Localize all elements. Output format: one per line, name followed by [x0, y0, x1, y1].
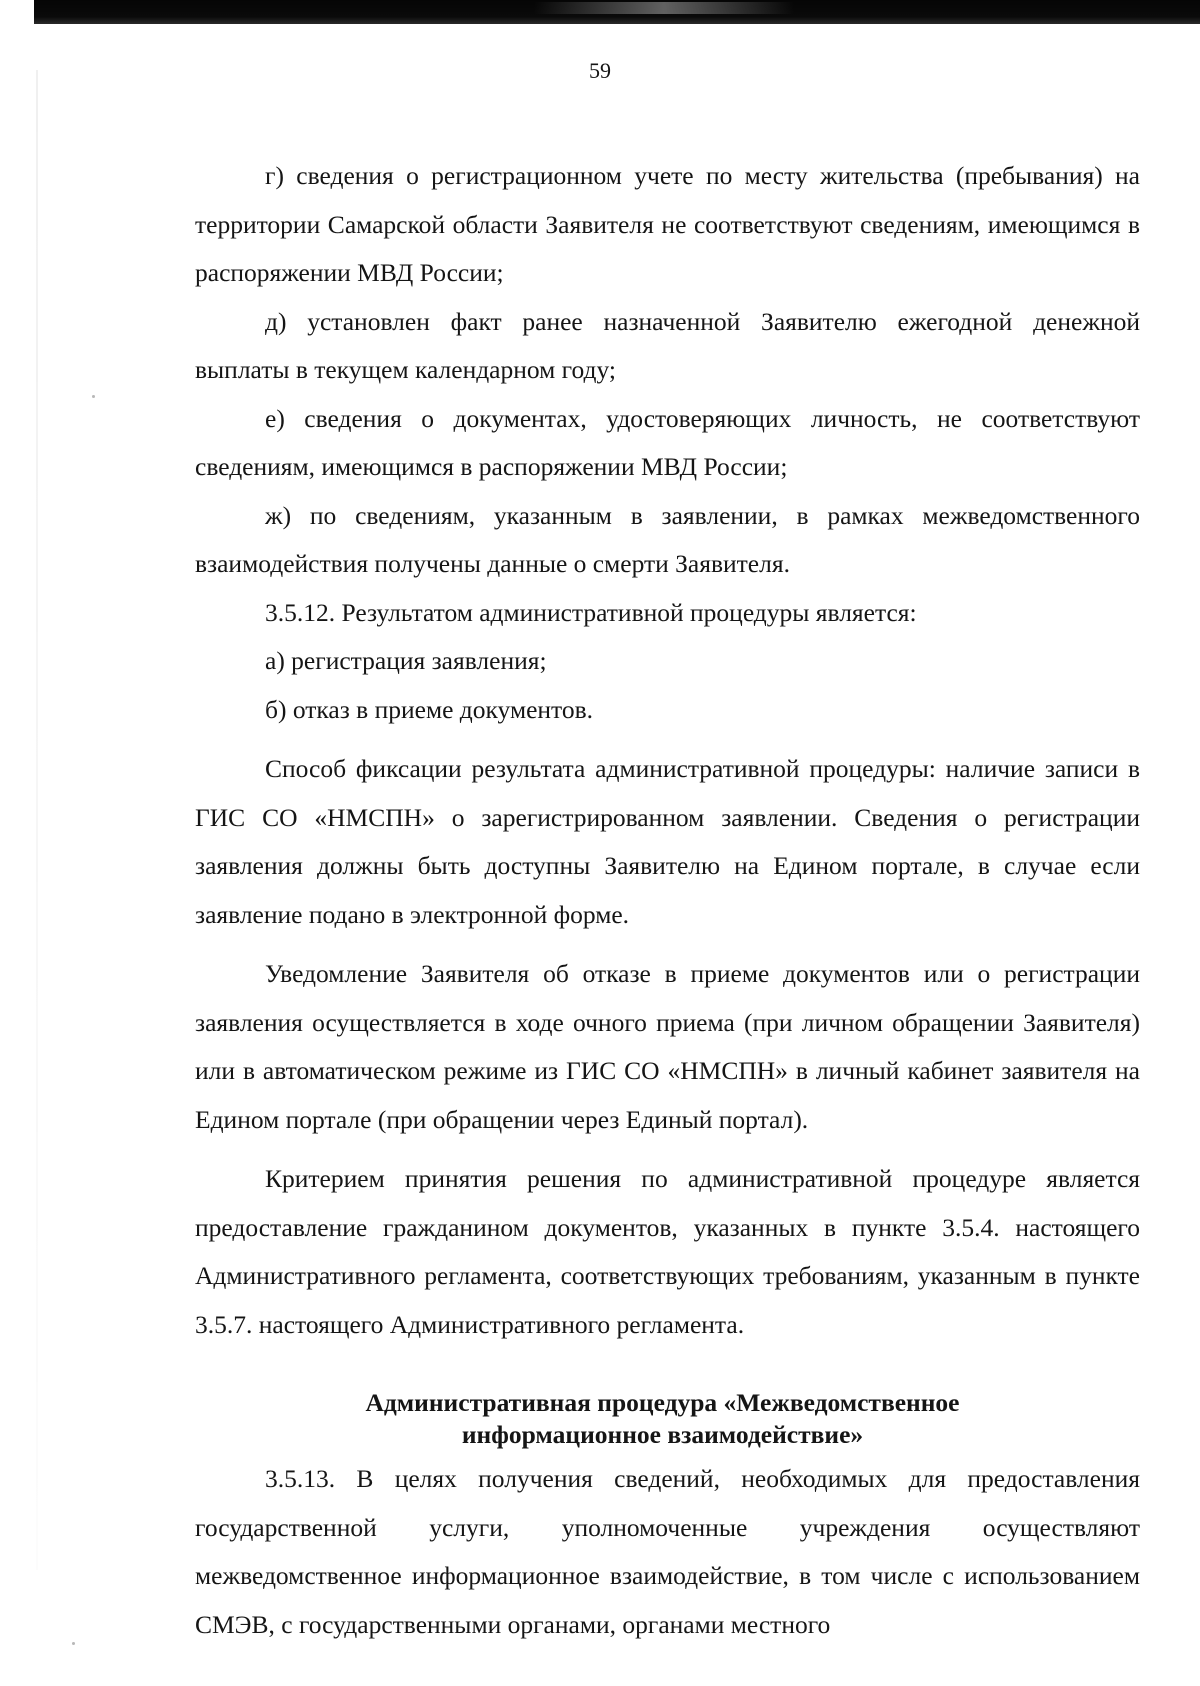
scan-left-edge	[36, 70, 38, 1570]
section-heading-line-1: Административная процедура «Межведомственное	[365, 1388, 960, 1417]
spacer	[195, 734, 1140, 745]
paragraph-a: а) регистрация заявления;	[265, 646, 547, 675]
section-heading-line-2: информационное взаимодействие»	[461, 1420, 864, 1449]
paragraph-g: г) сведения о регистрационном учете по месту жительства (пребывания) на территории Самарской области Заявителя не соответствуют сведениям, имеющимся в распоряжении МВД России;	[195, 161, 1140, 287]
paragraph-3-5-12: 3.5.12. Результатом административной процедуры является:	[265, 597, 917, 627]
paragraph-d: д) установлен факт ранее назначенной Заявителю ежегодной денежной выплаты в текущем календарном году;	[195, 306, 1140, 384]
scan-speck	[92, 395, 95, 398]
spacer	[195, 1144, 1140, 1155]
spacer	[195, 939, 1140, 950]
paragraph-notification: Уведомление Заявителя об отказе в приеме документов или о регистрации заявления осуществляется в ходе очного приема (при личном обращении Заявителя) или в автоматическом режиме из ГИС СО «НМСПН» в личный кабинет заявителя на Едином портале (при обращении через Единый портал).	[195, 959, 1140, 1134]
paragraph-fixation-method: Способ фиксации результата административной процедуры: наличие записи в ГИС СО «НМСПН» о зарегистрированном заявлении. Сведения о регистрации заявления должны быть доступны Заявителю на Едином портале, в случае если заявление подано в электронной форме.	[195, 754, 1140, 929]
paragraph-zh: ж) по сведениям, указанным в заявлении, в рамках межведомственного взаимодействия получены данные о смерти Заявителя.	[195, 500, 1140, 578]
scan-top-border	[34, 0, 1200, 24]
paragraph-e: е) сведения о документах, удостоверяющих личность, не соответствуют сведениям, имеющимся в распоряжении МВД России;	[195, 403, 1140, 481]
paragraph-3-5-13: 3.5.13. В целях получения сведений, необходимых для предоставления государственной услуги, уполномоченные учреждения осуществляют межведомственное информационное взаимодействие, в том числе с использованием СМЭВ, с государственными органами, органами местного	[195, 1464, 1140, 1639]
scan-speck	[72, 1642, 75, 1645]
page-number: 59	[589, 58, 611, 83]
paragraph-b: б) отказ в приеме документов.	[265, 694, 594, 724]
paragraph-criterion: Критерием принятия решения по административной процедуре является предоставление гражданином документов, указанных в пункте 3.5.4. настоящего Административного регламента, соответствующих требованиям, указанным в пункте 3.5.7. настоящего Административного регламента.	[195, 1164, 1140, 1339]
document-body	[195, 152, 1140, 1649]
section-heading	[195, 1387, 1140, 1451]
